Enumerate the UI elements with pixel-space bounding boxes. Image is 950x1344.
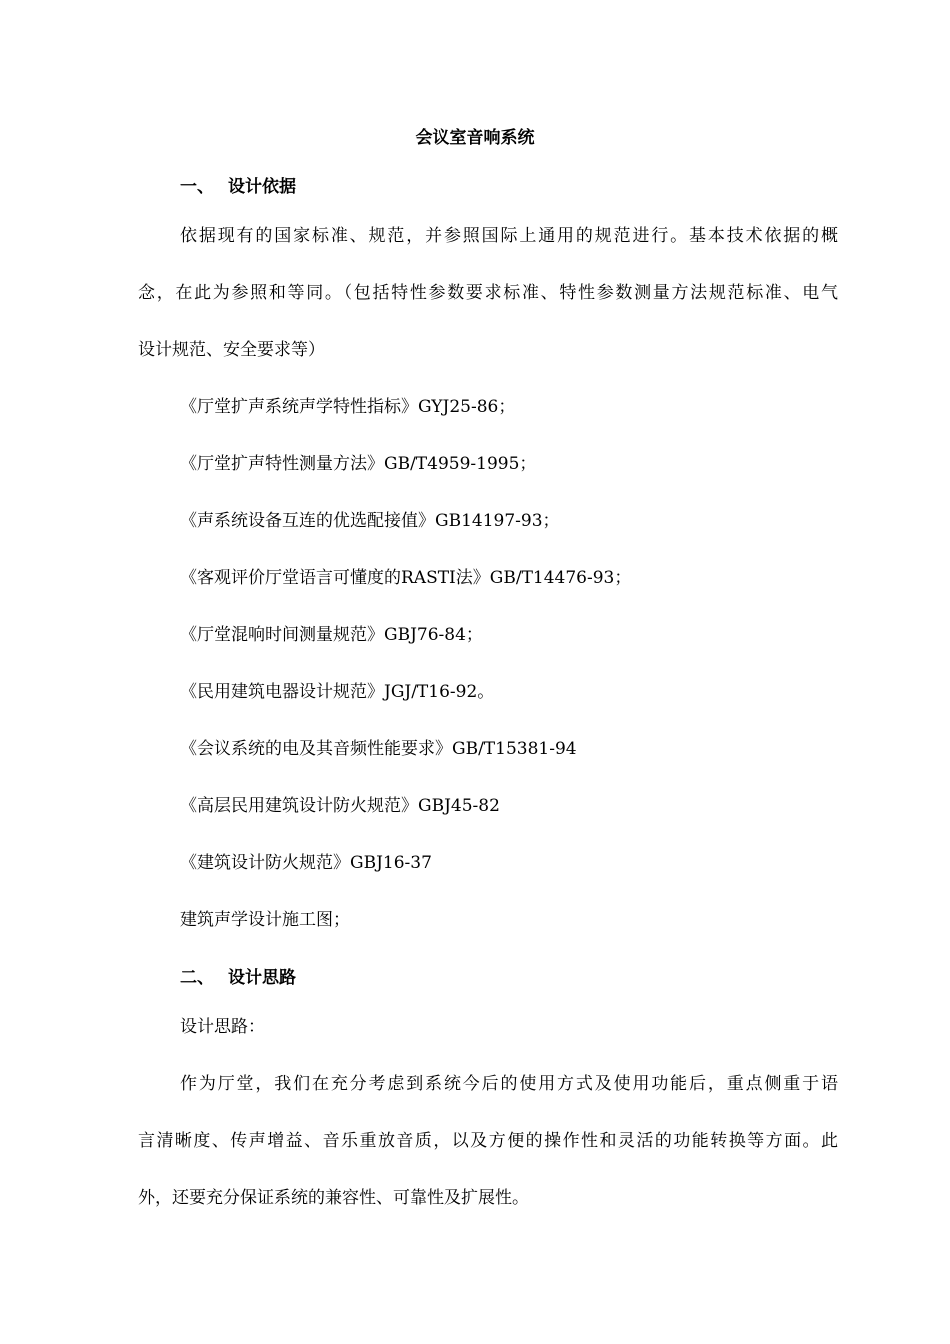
standard-item: 《客观评价厅堂语言可懂度的RASTI法》GB/T14476-93； <box>180 568 632 588</box>
section-2-heading <box>180 967 296 989</box>
standard-item: 《会议系统的电及其音频性能要求》GB/T15381-94 <box>180 739 577 759</box>
section-2-title: 设计思路 <box>228 968 296 988</box>
section-1-number: 一、 <box>180 177 214 197</box>
standard-item: 建筑声学设计施工图； <box>180 910 350 930</box>
section-2-paragraph-line-1: 作为厅堂，我们在充分考虑到系统今后的使用方式及使用功能后，重点侧重于语 <box>180 1074 838 1094</box>
section-2-label: 设计思路： <box>180 1017 265 1037</box>
section-2-paragraph-line-2: 言清晰度、传声增益、音乐重放音质，以及方便的操作性和灵活的功能转换等方面。此 <box>138 1131 838 1151</box>
section-1-paragraph-line-2: 念，在此为参照和等同。（包括特性参数要求标准、特性参数测量方法规范标准、电气 <box>138 283 838 303</box>
section-1-heading <box>180 176 296 198</box>
section-2-paragraph-line-3: 外，还要充分保证系统的兼容性、可靠性及扩展性。 <box>138 1188 529 1208</box>
standard-item: 《厅堂扩声特性测量方法》GB/T4959-1995； <box>180 454 537 474</box>
document-title: 会议室音响系统 <box>415 128 535 148</box>
section-2-number: 二、 <box>180 968 214 988</box>
section-1-title: 设计依据 <box>228 177 296 197</box>
section-1-paragraph-line-3: 设计规范、安全要求等） <box>138 340 325 360</box>
standard-item: 《民用建筑电器设计规范》JGJ/T16-92。 <box>180 682 495 702</box>
standard-item: 《声系统设备互连的优选配接值》GB14197-93； <box>180 511 560 531</box>
standard-item: 《建筑设计防火规范》GBJ16-37 <box>180 853 432 873</box>
standard-item: 《厅堂混响时间测量规范》GBJ76-84； <box>180 625 483 645</box>
section-1-paragraph-line-1: 依据现有的国家标准、规范，并参照国际上通用的规范进行。基本技术依据的概 <box>180 226 838 246</box>
standard-item: 《高层民用建筑设计防火规范》GBJ45-82 <box>180 796 500 816</box>
standard-item: 《厅堂扩声系统声学特性指标》GYJ25-86； <box>180 397 516 417</box>
